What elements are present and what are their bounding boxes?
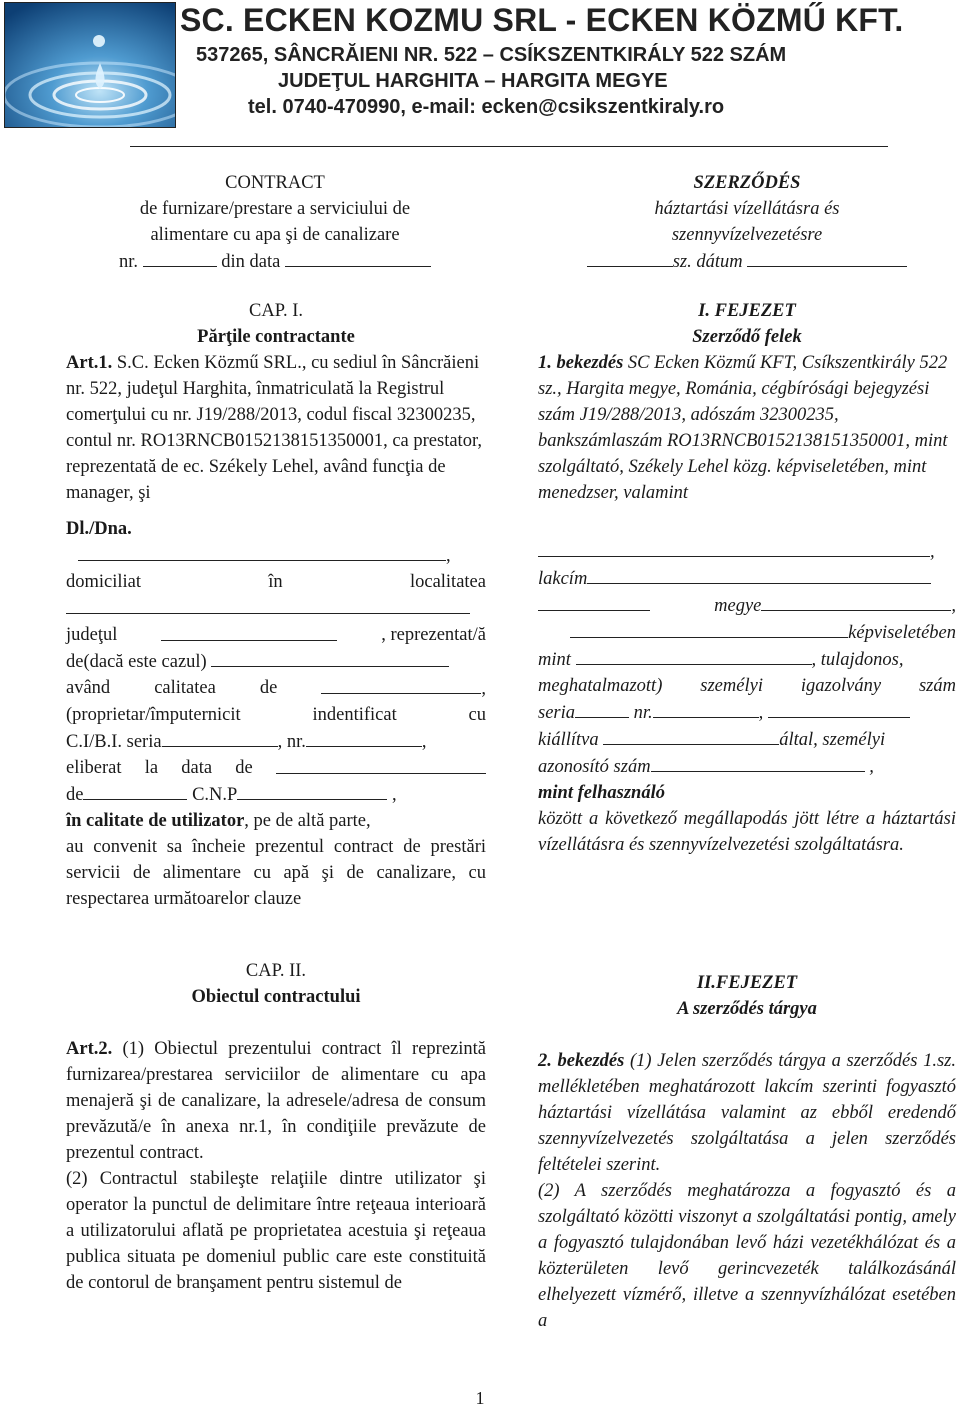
ro-user-name-blank[interactable] (78, 542, 446, 561)
ro-contract-date-blank[interactable] (285, 248, 431, 267)
hu-chapter-1 (538, 298, 956, 858)
hu-representative-line: képviseletében (538, 619, 956, 646)
hu-address-blank[interactable] (587, 565, 931, 584)
header-divider (130, 146, 888, 147)
ro-cnp-line: de C.N.P , (66, 781, 486, 808)
hu-bek2-p2: (2) A szerződés meghatározza a fogyasztó és a szolgáltató közötti viszonyt a szolgáltatási pontig, amely a fogyasztó tulajdonában levő házi vezetékhálózat és a közterületen levő gerincvezeték találkozásánál elhelyezett vízmérő, illetve a szennyvízhálózat esetében a (538, 1181, 956, 1331)
water-drop-logo-image (5, 3, 176, 128)
company-address: 537265, SÂNCRĂIENI NR. 522 – CSÍKSZENTKIRÁLY 522 SZÁM (196, 44, 787, 66)
company-contact: tel. 0740-470990, e-mail: ecken@csikszentkiraly.ro (248, 96, 725, 118)
ro-representative-blank[interactable] (211, 648, 449, 667)
hu-id-extra-blank[interactable] (768, 699, 910, 718)
ro-subtitle-2: alimentare cu apa şi de canalizare (150, 225, 400, 245)
hu-agreement-text: között a következő megállapodás jött létre a háztartási vízellátásra és szennyvízelvezetési szolgáltatásra. (538, 809, 956, 855)
hu-cap1-heading: I. FEJEZET (698, 301, 796, 321)
ro-contract-number-blank[interactable] (143, 248, 217, 267)
ro-title: CONTRACT (225, 173, 325, 193)
ro-county-blank[interactable] (161, 622, 337, 641)
hu-id-series-line: seria nr. , (538, 699, 956, 726)
ro-issuer-blank[interactable] (83, 781, 187, 800)
hu-personal-id-blank[interactable] (651, 753, 865, 772)
ro-dl-dna: Dl./Dna. (66, 519, 132, 539)
company-name: SC. ECKEN KOZMU SRL - ECKEN KÖZMŰ KFT. (180, 2, 904, 38)
hu-name-line: , (538, 538, 956, 565)
hu-cap2-title: A szerződés tárgya (677, 999, 817, 1019)
ro-cap2-heading: CAP. II. (245, 961, 307, 981)
hu-issued-line: kiállítva által, személyi (538, 726, 956, 753)
hu-bek1: 1. bekezdés SC Ecken Közmű KFT, Csíkszentkirály 522 sz., Hargita megye, Románia, cégbírósági bejegyzési szám J19/288/2013, adószám 32300235, bankszámlaszám RO13RNCB0152138151350001, mint szolgáltató, Székely Lehel közg. képviseletében, mint menedzser, valamint (538, 353, 948, 503)
hu-id-card-line: meghatalmazott) személyi igazolvány szám (538, 676, 956, 696)
ro-title-block (60, 170, 490, 275)
ro-id-line: C.I/B.I. seria , nr. , (66, 728, 486, 755)
ro-locality-blank[interactable] (66, 595, 470, 614)
hu-personal-id-line: azonosító szám , (538, 753, 956, 780)
hu-county-blank[interactable] (761, 592, 951, 611)
ro-cap1-title: Părţile contractante (197, 327, 355, 347)
hu-number-date-line: sz. dátum (540, 248, 954, 275)
ro-capacity-line: având calitatea de , (66, 675, 486, 702)
hu-user-capacity: mint felhasználó (538, 783, 665, 803)
hu-contract-number-blank[interactable] (587, 248, 673, 267)
ro-capacity-blank[interactable] (321, 675, 481, 694)
ro-issued-line: eliberat la data de (66, 755, 486, 781)
ro-user-capacity: în calitate de utilizator, pe de altă parte, (66, 811, 371, 831)
hu-locality-blank[interactable] (538, 592, 650, 611)
ro-cap2-title: Obiectul contractului (191, 987, 361, 1007)
ro-county-line: judeţul , reprezentat/ă (66, 622, 486, 648)
ro-name-line: , (66, 542, 486, 569)
hu-chapter-2 (538, 970, 956, 1334)
hu-address-line: lakcím (538, 565, 956, 592)
page-number: 1 (475, 1388, 485, 1408)
ro-representative-line: de(dacă este cazul) (66, 648, 486, 675)
hu-cap1-title: Szerződő felek (692, 327, 802, 347)
ro-agreement-text: au convenit sa încheie prezentul contract de prestări servicii de alimentare cu apă şi de canalizare, cu respectarea următoarelor clauze (66, 837, 486, 909)
hu-subtitle-1: háztartási vízellátásra és (654, 199, 840, 219)
ro-id-number-blank[interactable] (306, 728, 422, 747)
ro-locality-line (66, 595, 486, 622)
ro-issue-date-blank[interactable] (276, 755, 486, 774)
ro-art2-p1: Art.2. (1) Obiectul prezentului contract îl reprezintă furnizarea/prestarea serviciilor de alimentare cu apa menajeră şi de canalizare, la adresele/adresa de consum prevăzută/e în anexa nr.1, în condiţiile prevăzute de prezentul contract. (66, 1039, 486, 1163)
ro-id-series-blank[interactable] (162, 728, 278, 747)
hu-issuer-blank[interactable] (603, 726, 779, 745)
hu-cap2-heading: II.FEJEZET (696, 973, 798, 993)
ro-identified-line: (proprietar/împuternicit indentificat cu (66, 705, 486, 725)
ro-cnp-blank[interactable] (237, 781, 387, 800)
hu-user-name-blank[interactable] (538, 538, 930, 557)
company-county: JUDEŢUL HARGHITA – HARGITA MEGYE (278, 70, 668, 92)
ro-art1: Art.1. S.C. Ecken Közmű SRL., cu sediul în Sâncrăieni nr. 522, judeţul Harghita, înmatriculată la Registrul comerţului cu nr. J19/288/2013, codul fiscal 32300235, contul nr. RO13RNCB0152138151350001, ca prestator, reprezentată de ec. Székely Lehel, având funcţia de manager, şi (66, 353, 482, 503)
hu-subtitle-2: szennyvízelvezetésre (671, 225, 823, 245)
company-logo (4, 2, 176, 128)
ro-number-date-line: nr. din data (60, 248, 490, 275)
hu-county-line: megye , (538, 592, 956, 619)
ro-art2-p2: (2) Contractul stabileşte relaţiile dintre utilizator şi operator la punctul de delimitare între reţeaua interioară a utilizatorului aflată pe proprietatea acestuia şi reţeaua publica situata pe domeniul public care este constituită de contorul de branşament pentru sistemul de (66, 1169, 486, 1293)
hu-bek2-p1: 2. bekezdés (1) Jelen szerződés tárgya a szerződés 1.sz. mellékletében meghatározott lakcím szerinti fogyasztó háztartási vízellátása valamint az ebből eredendő szennyvízelvezetés szolgáltatása a jelen szerződés feltételei szerint. (538, 1051, 956, 1175)
hu-capacity-line: mint , tulajdonos, (538, 646, 956, 673)
hu-title: SZERZŐDÉS (693, 173, 801, 193)
hu-contract-date-blank[interactable] (747, 248, 907, 267)
hu-id-number-blank[interactable] (653, 699, 759, 718)
ro-chapter-1 (66, 298, 486, 912)
ro-chapter-2 (66, 958, 486, 1296)
hu-id-series-blank[interactable] (575, 699, 629, 718)
ro-cap1-heading: CAP. I. (249, 301, 303, 321)
hu-capacity-blank[interactable] (576, 646, 812, 665)
hu-title-block (540, 170, 954, 275)
ro-subtitle-1: de furnizare/prestare a serviciului de (139, 199, 411, 219)
ro-domicile-line: domiciliat în localitatea (66, 572, 486, 592)
hu-representative-blank[interactable] (570, 619, 848, 638)
